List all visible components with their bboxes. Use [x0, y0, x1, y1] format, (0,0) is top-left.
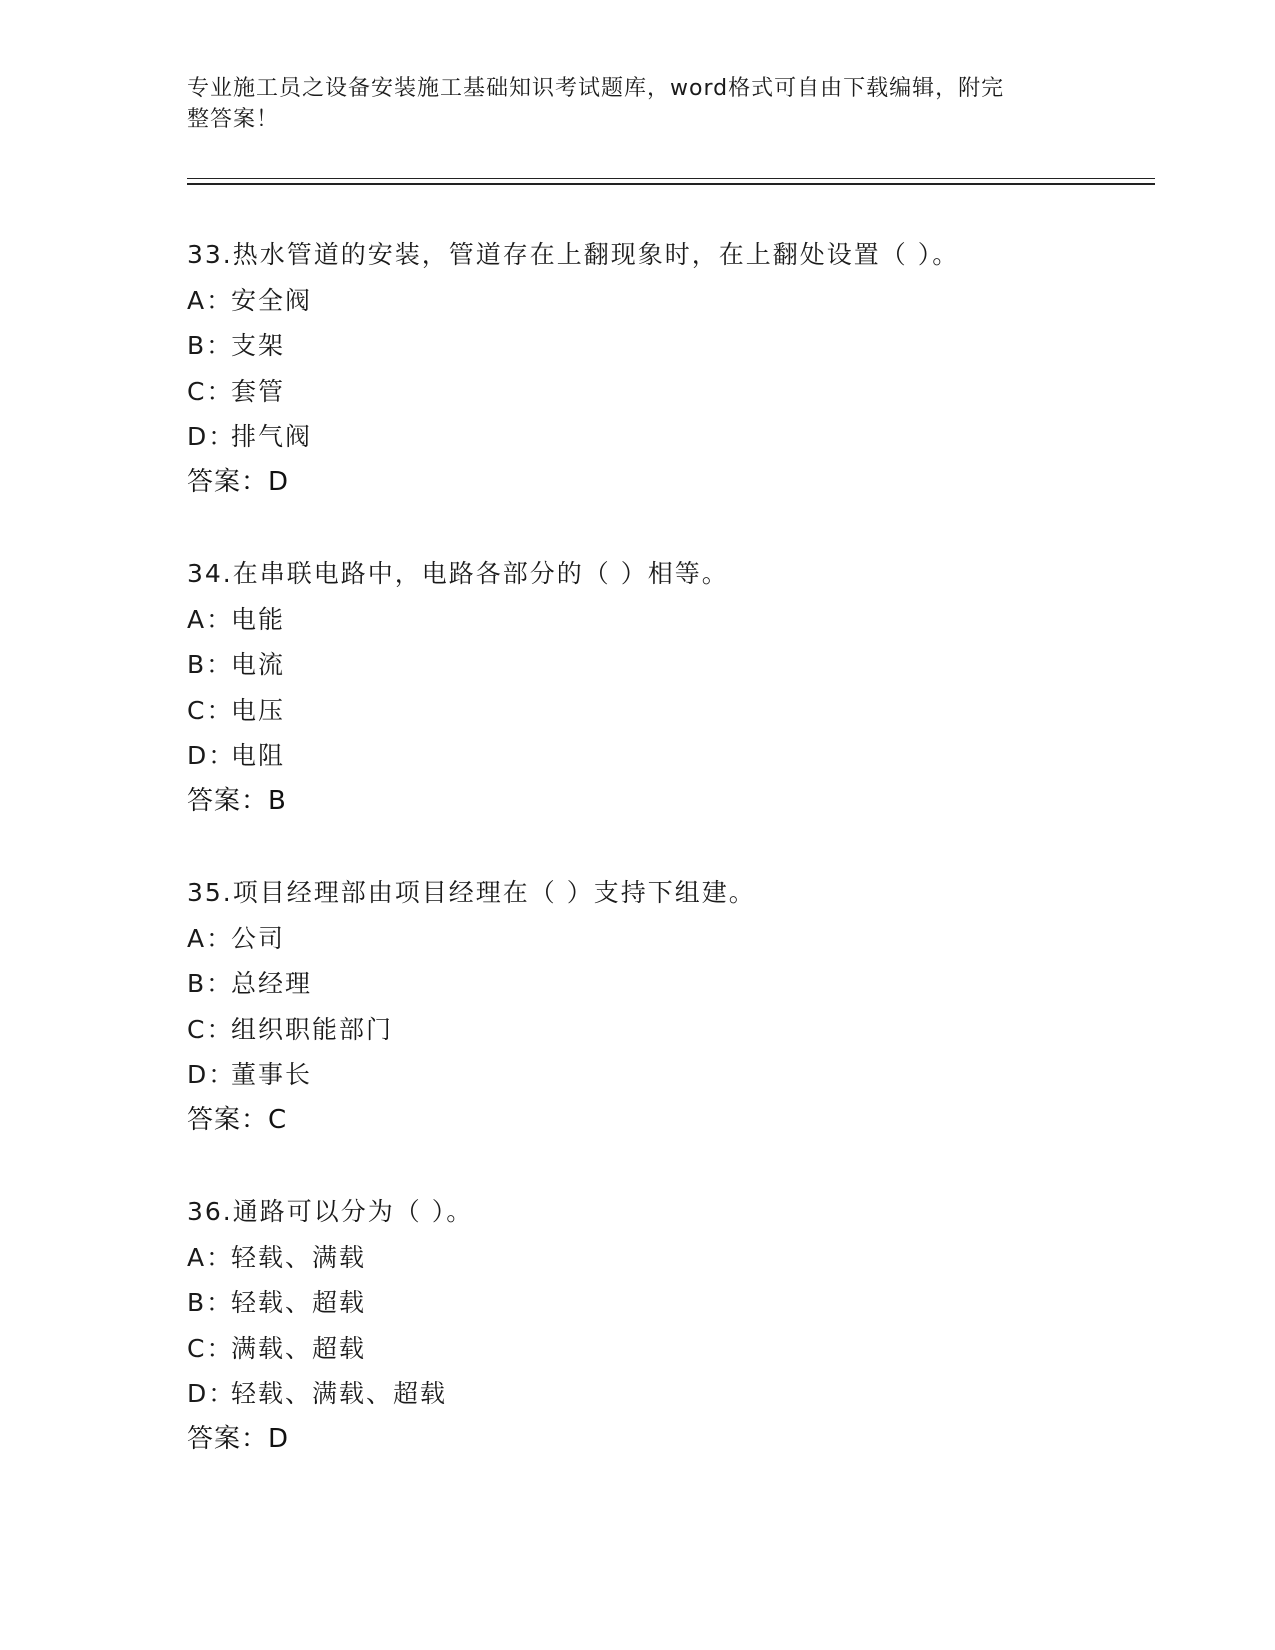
option-d — [187, 1052, 1147, 1098]
question-34 — [187, 551, 1147, 824]
option-b — [187, 323, 1147, 369]
option-text: 电流 — [231, 650, 286, 679]
answer: 答案：C — [187, 1104, 288, 1135]
question-33 — [187, 232, 1147, 505]
option-text: 董事长 — [231, 1060, 313, 1089]
option-text: 组织职能部门 — [231, 1014, 394, 1044]
question-stem: 36.通路可以分为（ ）。 — [187, 1197, 474, 1226]
option-text: 安全阀 — [231, 285, 313, 315]
option-key: B： — [187, 1288, 234, 1317]
option-d — [187, 733, 1147, 779]
option-key: B： — [187, 650, 234, 679]
answer: 答案：D — [187, 1423, 290, 1454]
option-text: 轻载、满载、超载 — [231, 1379, 448, 1408]
header-line-2: 整答案！ — [187, 107, 280, 132]
document-header — [187, 73, 1067, 135]
option-key: C： — [187, 1014, 234, 1044]
option-text: 电阻 — [231, 741, 286, 770]
option-c — [187, 1007, 1147, 1053]
answer: 答案：D — [187, 466, 290, 497]
option-d — [187, 1371, 1147, 1417]
option-key: C： — [187, 376, 234, 406]
option-c — [187, 688, 1147, 734]
option-c — [187, 369, 1147, 415]
option-key: B： — [187, 969, 234, 998]
option-text: 电压 — [231, 695, 286, 725]
option-key: D： — [187, 1060, 236, 1089]
option-text: 总经理 — [231, 969, 313, 998]
question-stem: 33.热水管道的安装，管道存在上翻现象时，在上翻处设置（ ）。 — [187, 240, 960, 269]
option-key: D： — [187, 422, 236, 451]
question-stem: 35.项目经理部由项目经理在（ ）支持下组建。 — [187, 878, 756, 907]
option-text: 轻载、超载 — [231, 1288, 367, 1317]
option-a — [187, 1235, 1147, 1281]
question-36 — [187, 1189, 1147, 1462]
header-divider-bottom — [187, 183, 1155, 185]
option-text: 满载、超载 — [231, 1333, 367, 1363]
option-key: A： — [187, 1242, 234, 1272]
option-b — [187, 1280, 1147, 1326]
option-key: D： — [187, 741, 236, 770]
option-text: 公司 — [231, 923, 286, 953]
option-text: 支架 — [231, 331, 286, 360]
option-key: A： — [187, 285, 234, 315]
question-stem: 34.在串联电路中，电路各部分的（ ）相等。 — [187, 559, 729, 588]
option-a — [187, 278, 1147, 324]
option-key: A： — [187, 923, 234, 953]
option-text: 套管 — [231, 376, 286, 406]
question-35 — [187, 870, 1147, 1143]
option-b — [187, 642, 1147, 688]
option-a — [187, 916, 1147, 962]
header-line-1: 专业施工员之设备安装施工基础知识考试题库，word格式可自由下载编辑，附完 — [187, 76, 1005, 101]
header-divider-top — [187, 178, 1155, 179]
option-key: A： — [187, 604, 234, 634]
option-text: 轻载、满载 — [231, 1242, 367, 1272]
option-b — [187, 961, 1147, 1007]
option-c — [187, 1326, 1147, 1372]
option-key: C： — [187, 1333, 234, 1363]
option-text: 电能 — [231, 604, 286, 634]
option-key: C： — [187, 695, 234, 725]
option-key: B： — [187, 331, 234, 360]
option-d — [187, 414, 1147, 460]
option-a — [187, 597, 1147, 643]
option-text: 排气阀 — [231, 422, 313, 451]
option-key: D： — [187, 1379, 236, 1408]
answer: 答案：B — [187, 785, 287, 816]
